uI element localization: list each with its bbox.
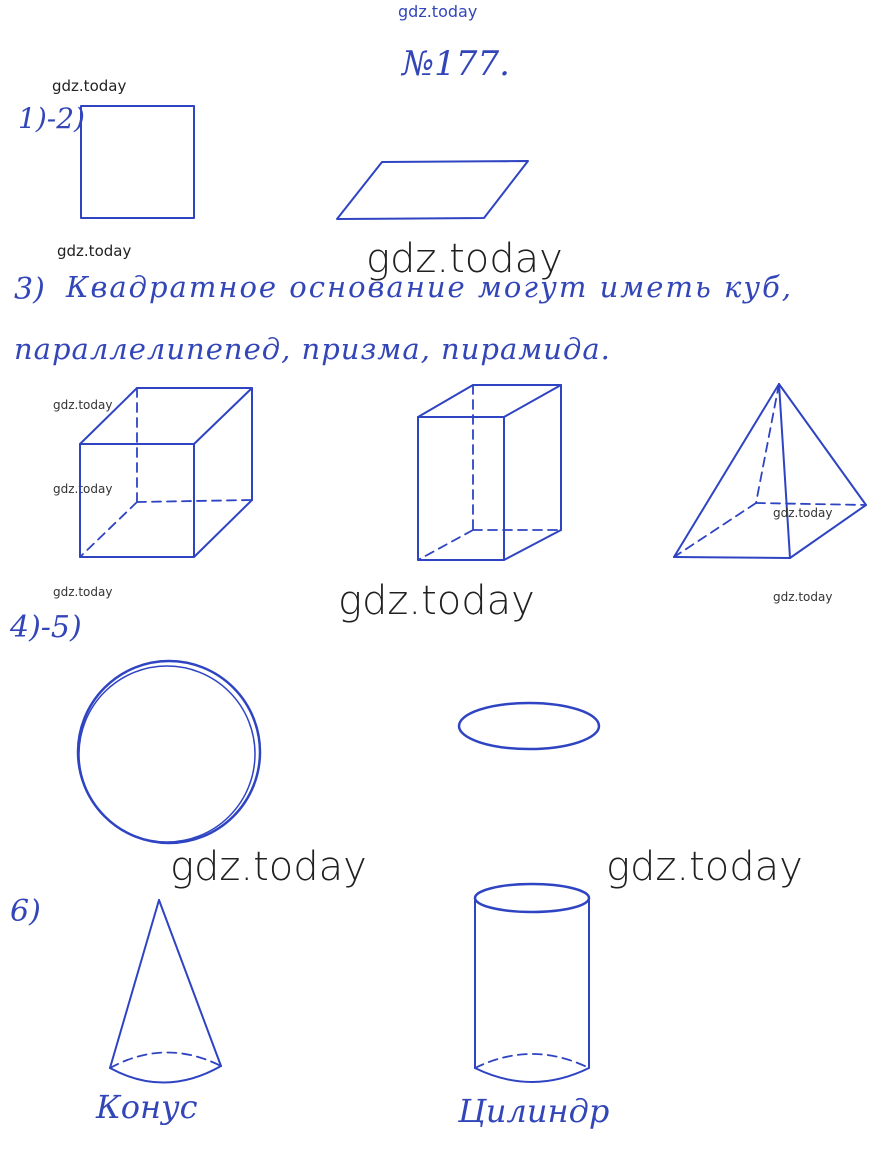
watermark-big-2: gdz.today [338, 578, 535, 624]
watermark-big-4: gdz.today [606, 844, 803, 890]
watermark-big-3: gdz.today [170, 844, 367, 890]
watermark-big-1: gdz.today [366, 236, 563, 282]
caption-cone: Конус [96, 1088, 198, 1126]
problem-number: №177. [402, 44, 510, 84]
label-part-1-2: 1)-2) [18, 102, 85, 135]
watermark-5: gdz.today [773, 506, 833, 520]
text-part-3-line2: параллелипепед, призма, пирамида. [14, 332, 611, 366]
watermark-7: gdz.today [773, 590, 833, 604]
text-part-3-line1: Квадратное основание могут иметь куб, [66, 270, 794, 304]
watermark-1: gdz.today [52, 77, 127, 95]
watermark-6: gdz.today [53, 585, 113, 599]
label-part-6: 6) [10, 894, 41, 929]
watermark-2: gdz.today [57, 242, 132, 260]
watermark-4: gdz.today [53, 482, 113, 496]
caption-cylinder: Цилиндр [458, 1092, 610, 1130]
watermark-3: gdz.today [53, 398, 113, 412]
label-part-4-5: 4)-5) [10, 610, 82, 645]
label-part-3: 3) [14, 272, 45, 307]
top-watermark: gdz.today [398, 2, 478, 21]
